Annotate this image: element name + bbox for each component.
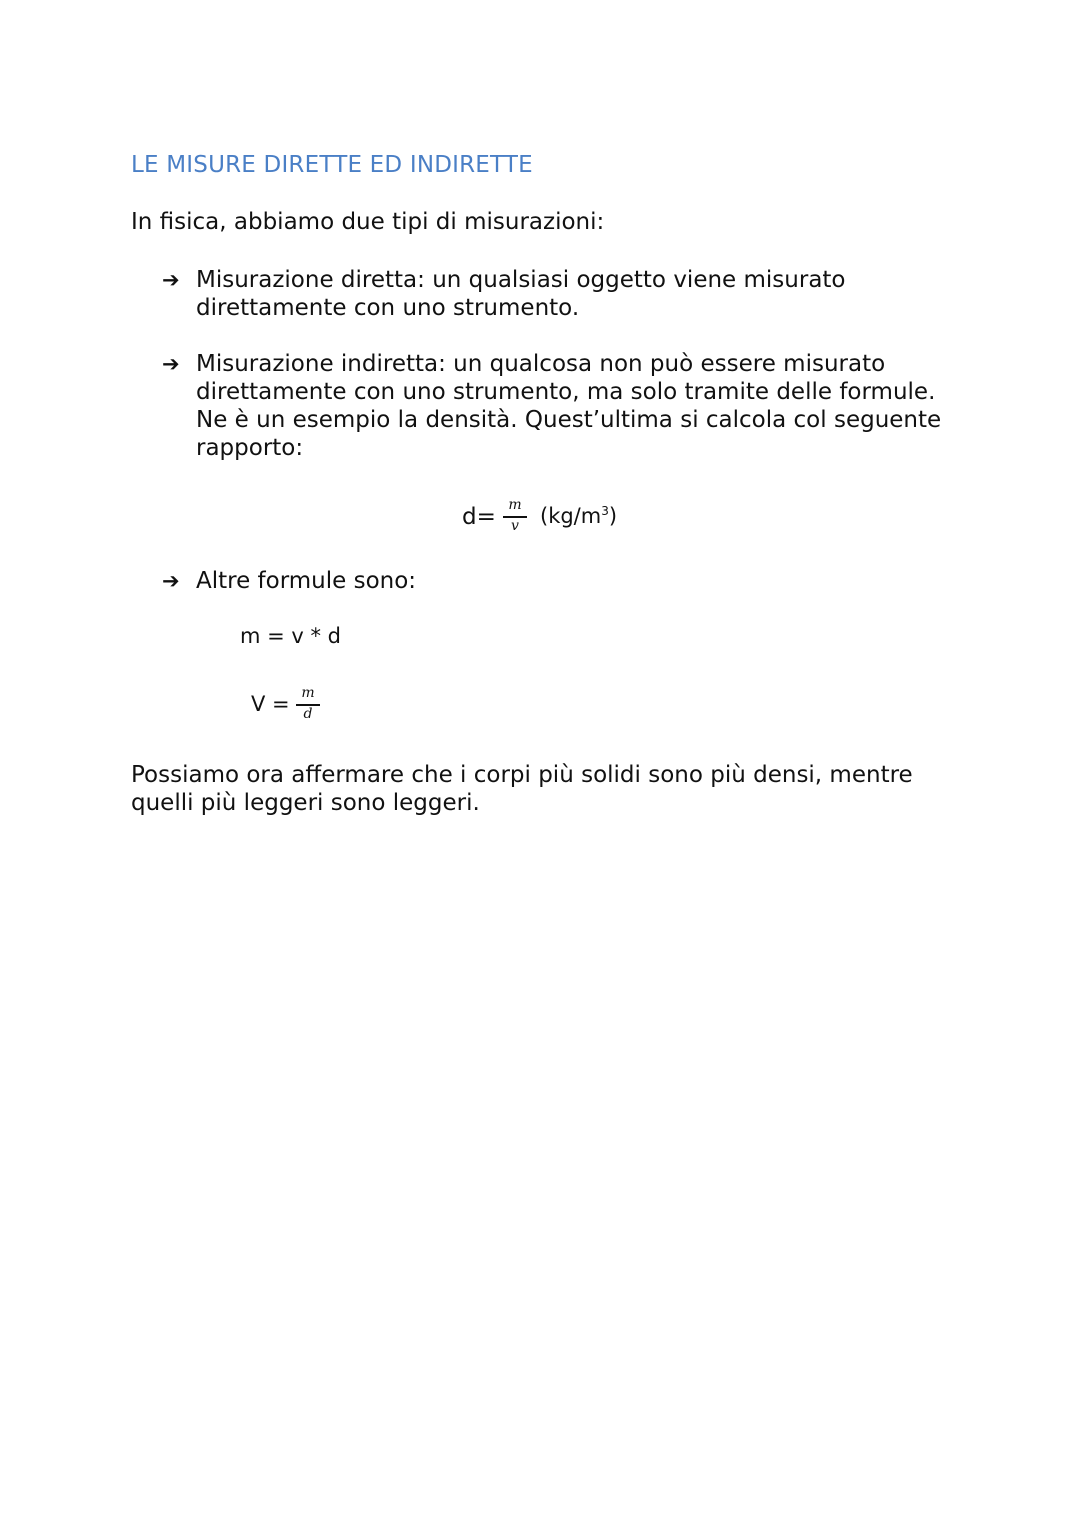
arrow-bullet-icon: ➔ <box>162 569 180 593</box>
conclusion-line: quelli più leggeri sono leggeri. <box>131 790 480 816</box>
section-heading: LE MISURE DIRETTE ED INDIRETTE <box>131 152 533 178</box>
fraction-denominator: d <box>303 706 313 722</box>
arrow-bullet-icon: ➔ <box>162 352 180 376</box>
unit-suffix: ) <box>608 504 618 528</box>
bullet-line: direttamente con uno strumento. <box>196 295 580 321</box>
bullet-text <box>196 350 956 462</box>
bullet-line: direttamente con uno strumento, ma solo tramite delle formule. <box>196 379 936 405</box>
conclusion-line: Possiamo ora affermare che i corpi più solidi sono più densi, mentre <box>131 762 913 788</box>
fraction-numerator: m <box>508 497 522 513</box>
mass-formula: m = v * d <box>240 624 342 648</box>
arrow-bullet-icon: ➔ <box>162 268 180 292</box>
volume-formula-lhs: V = <box>251 692 290 716</box>
bullet-text <box>196 567 956 595</box>
bullet-line: Ne è un esempio la densità. Quest’ultima si calcola col seguente <box>196 407 942 433</box>
volume-formula <box>251 685 341 729</box>
bullet-line: rapporto: <box>196 435 304 461</box>
bullet-line: Misurazione indiretta: un qualcosa non può essere misurato <box>196 351 886 377</box>
conclusion-paragraph <box>131 761 913 817</box>
fraction-denominator: v <box>511 518 519 534</box>
unit-prefix: (kg/m <box>540 504 602 528</box>
intro-paragraph: In fisica, abbiamo due tipi di misurazioni: <box>131 209 605 235</box>
density-formula-lhs: d= <box>462 504 496 530</box>
bullet-line: Misurazione diretta: un qualsiasi oggetto viene misurato <box>196 267 846 293</box>
unit-exponent: 3 <box>601 504 609 518</box>
bullet-text <box>196 266 956 322</box>
bullet-line: Altre formule sono: <box>196 568 417 594</box>
fraction-numerator: m <box>301 685 315 701</box>
density-unit <box>540 504 617 528</box>
